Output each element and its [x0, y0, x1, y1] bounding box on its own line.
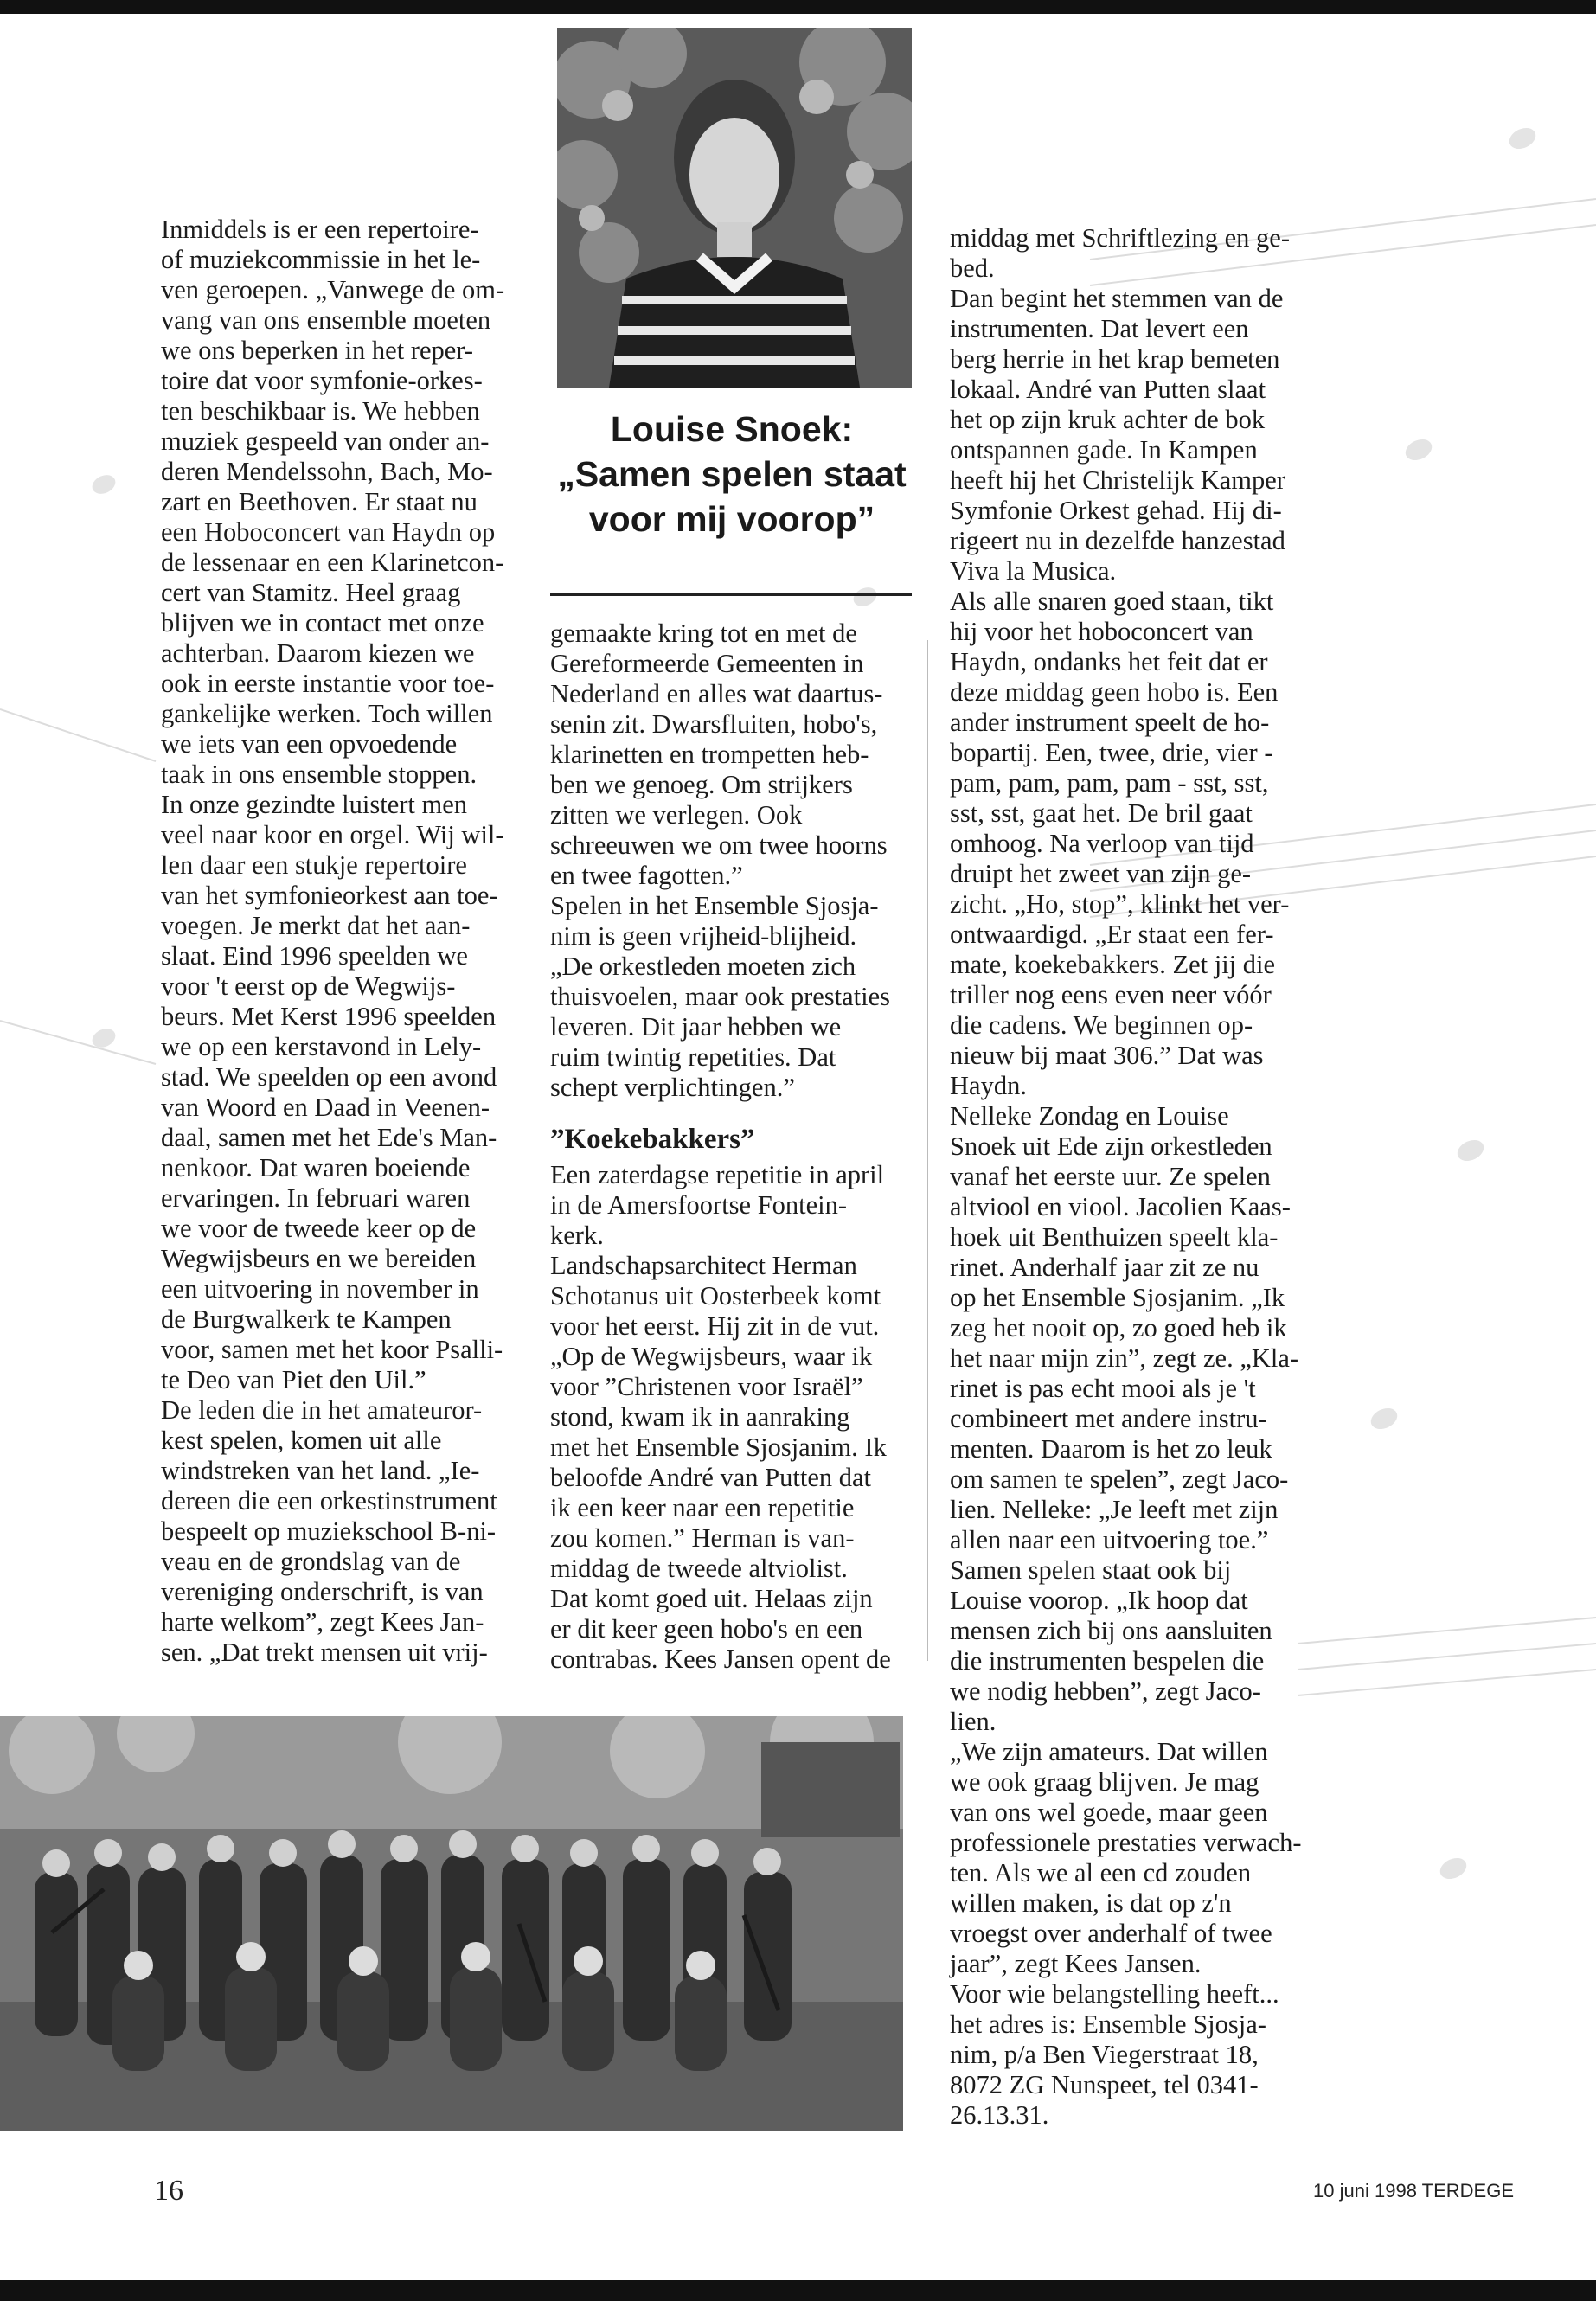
- left-column: [161, 215, 524, 1668]
- group-photo: [0, 1716, 903, 2131]
- middle-column-paragraph-2: Een zaterdagse repetitie in april in de Amersfoortse Fontein- kerk. Landschapsarchitect Herman Schotanus uit Oosterbeek komt voor het eerst. Hij zit in de vut. „Op de Wegwijsbeurs, waar ik voor ”Christenen voor Israël” stond, kwam ik in aanraking met het Ensemble Sjosjanim. Ik beloofde André van Putten dat ik een keer naar een repetitie zou komen.” Herman is van- middag de tweede altviolist. Dat komt goed uit. Helaas zijn er dit keer geen hobo's en een contrabas. Kees Jansen opent de: [550, 1160, 891, 1674]
- issue-date-footer: 10 juni 1998 TERDEGE: [1313, 2180, 1514, 2202]
- middle-column: [550, 619, 913, 1675]
- section-subheading: ”Koekebakkers”: [550, 1124, 755, 1155]
- left-column-text: Inmiddels is er een repertoire- of muziekcommissie in het le- ven geroepen. „Vanwege de om- vang van ons ensemble moeten we ons beperken in het reper- toire dat voor symfonie-orkes- ten beschikbaar is. We hebben muziek gespeeld van onder an- deren Mendelssohn, Bach, Mo- zart en Beethoven. Er staat nu een Hoboconcert van Haydn op de lessenaar en een Klarinetcon- cert van Stamitz. Heel graag blijven we in contact met onze achterban. Daarom kiezen we ook in eerste instantie voor toe- gankelijke werken. Toch willen we iets van een opvoedende taak in ons ensemble stoppen. In onze gezindte luistert men veel naar koor en orgel. Wij wil- len daar een stukje repertoire van het symfonieorkest aan toe- voegen. Je merkt dat het aan- slaat. Eind 1996 speelden we voor 't eerst op de Wegwijs- beurs. Met Kerst 1996 speelden we op een kerstavond in Lely- stad. We speelden op een avond van Woord en Daad in Veenen- daal, samen met het Ede's Man- nenkoor. Dat waren boeiende ervaringen. In februari waren we voor de tweede keer op de Wegwijsbeurs en we bereiden een uitvoering in november in de Burgwalkerk te Kampen voor, samen met het koor Psalli- te Deo van Piet den Uil.” De leden die in het amateuror- kest spelen, komen uit alle windstreken van het land. „Ie- dereen die een orkestinstrument bespeelt op muziekschool B-ni- veau en de grondslag van de vereniging onderschrift, is van harte welkom”, zegt Kees Jan- sen. „Dat trekt mensen uit vrij-: [161, 215, 505, 1667]
- group-photo-illustration: [0, 1716, 903, 2131]
- right-column-text: middag met Schriftlezing en ge- bed. Dan begint het stemmen van de instrumenten. Dat levert een berg herrie in het krap bemeten lokaal. André van Putten slaat het op zijn kruk achter de bok ontspannen gade. In Kampen heeft hij het Christelijk Kamper Symfonie Orkest gehad. Hij di- rigeert nu in dezelfde hanzestad Viva la Musica. Als alle snaren goed staan, tikt hij voor het hoboconcert van Haydn, ondanks het feit dat er deze middag geen hobo is. Een ander instrument speelt de ho- bopartij. Een, twee, drie, vier - pam, pam, pam, pam - sst, sst, sst, sst, gaat het. De bril gaat omhoog. Na verloop van tijd druipt het zweet van zijn ge- zicht. „Ho, stop”, klinkt het ver- ontwaardigd. „Er staat een fer- mate, koekebakkers. Zet jij die triller nog eens even neer vóór die cadens. We beginnen op- nieuw bij maat 306.” Dat was Haydn. Nelleke Zondag en Louise Snoek uit Ede zijn orkestleden vanaf het eerste uur. Ze spelen altviool en viool. Jacolien Kaas- hoek uit Benthuizen speelt kla- rinet. Anderhalf jaar zit ze nu op het Ensemble Sjosjanim. „Ik zeg het nooit op, zo goed heb ik het naar mijn zin”, zegt ze. „Kla- rinet is pas echt mooi als je 't combineert met andere instru- menten. Daarom is het zo leuk om samen te spelen”, zegt Jaco- lien. Nelleke: „Je leeft met zijn allen naar een uitvoering toe.” Samen spelen staat ook bij Louise voorop. „Ik hoop dat mensen zich bij ons aansluiten die instrumenten bespelen die we nodig hebben”, zegt Jaco- lien. „We zijn amateurs. Dat willen we ook graag blijven. Je mag van ons wel goede, maar geen professionele prestaties verwach- ten. Als we al een cd zouden willen maken, is dat op z'n vroegst over anderhalf of twee jaar”, zegt Kees Jansen. Voor wie belangstelling heeft... het adres is: Ensemble Sjosja- nim, p/a Ben Viegerstraat 18, 8072 ZG Nunspeet, tel 0341- 26.13.31.: [950, 223, 1302, 2130]
- middle-column-paragraph-1: gemaakte kring tot en met de Gereformeerde Gemeenten in Nederland en alles wat daartus- senin zit. Dwarsfluiten, hobo's, klarinetten en trompetten heb- ben we genoeg. Om strijkers zitten we verlegen. Ook schreeuwen we om twee hoorns en twee fagotten.” Spelen in het Ensemble Sjosja- nim is geen vrijheid-blijheid. „De orkestleden moeten zich thuisvoelen, maar ook prestaties leveren. Dit jaar hebben we ruim twintig repetities. Dat schept verplichtingen.”: [550, 619, 891, 1102]
- article-headline: Louise Snoek: „Samen spelen staat voor mij voorop”: [557, 409, 907, 539]
- bottom-border: [0, 2280, 1596, 2301]
- column-divider: [927, 640, 928, 1661]
- portrait-photo: [557, 28, 912, 388]
- page-number: 16: [154, 2175, 183, 2207]
- right-column: [950, 223, 1330, 2131]
- portrait-photo-illustration: [557, 28, 912, 388]
- headline-divider: [550, 593, 912, 596]
